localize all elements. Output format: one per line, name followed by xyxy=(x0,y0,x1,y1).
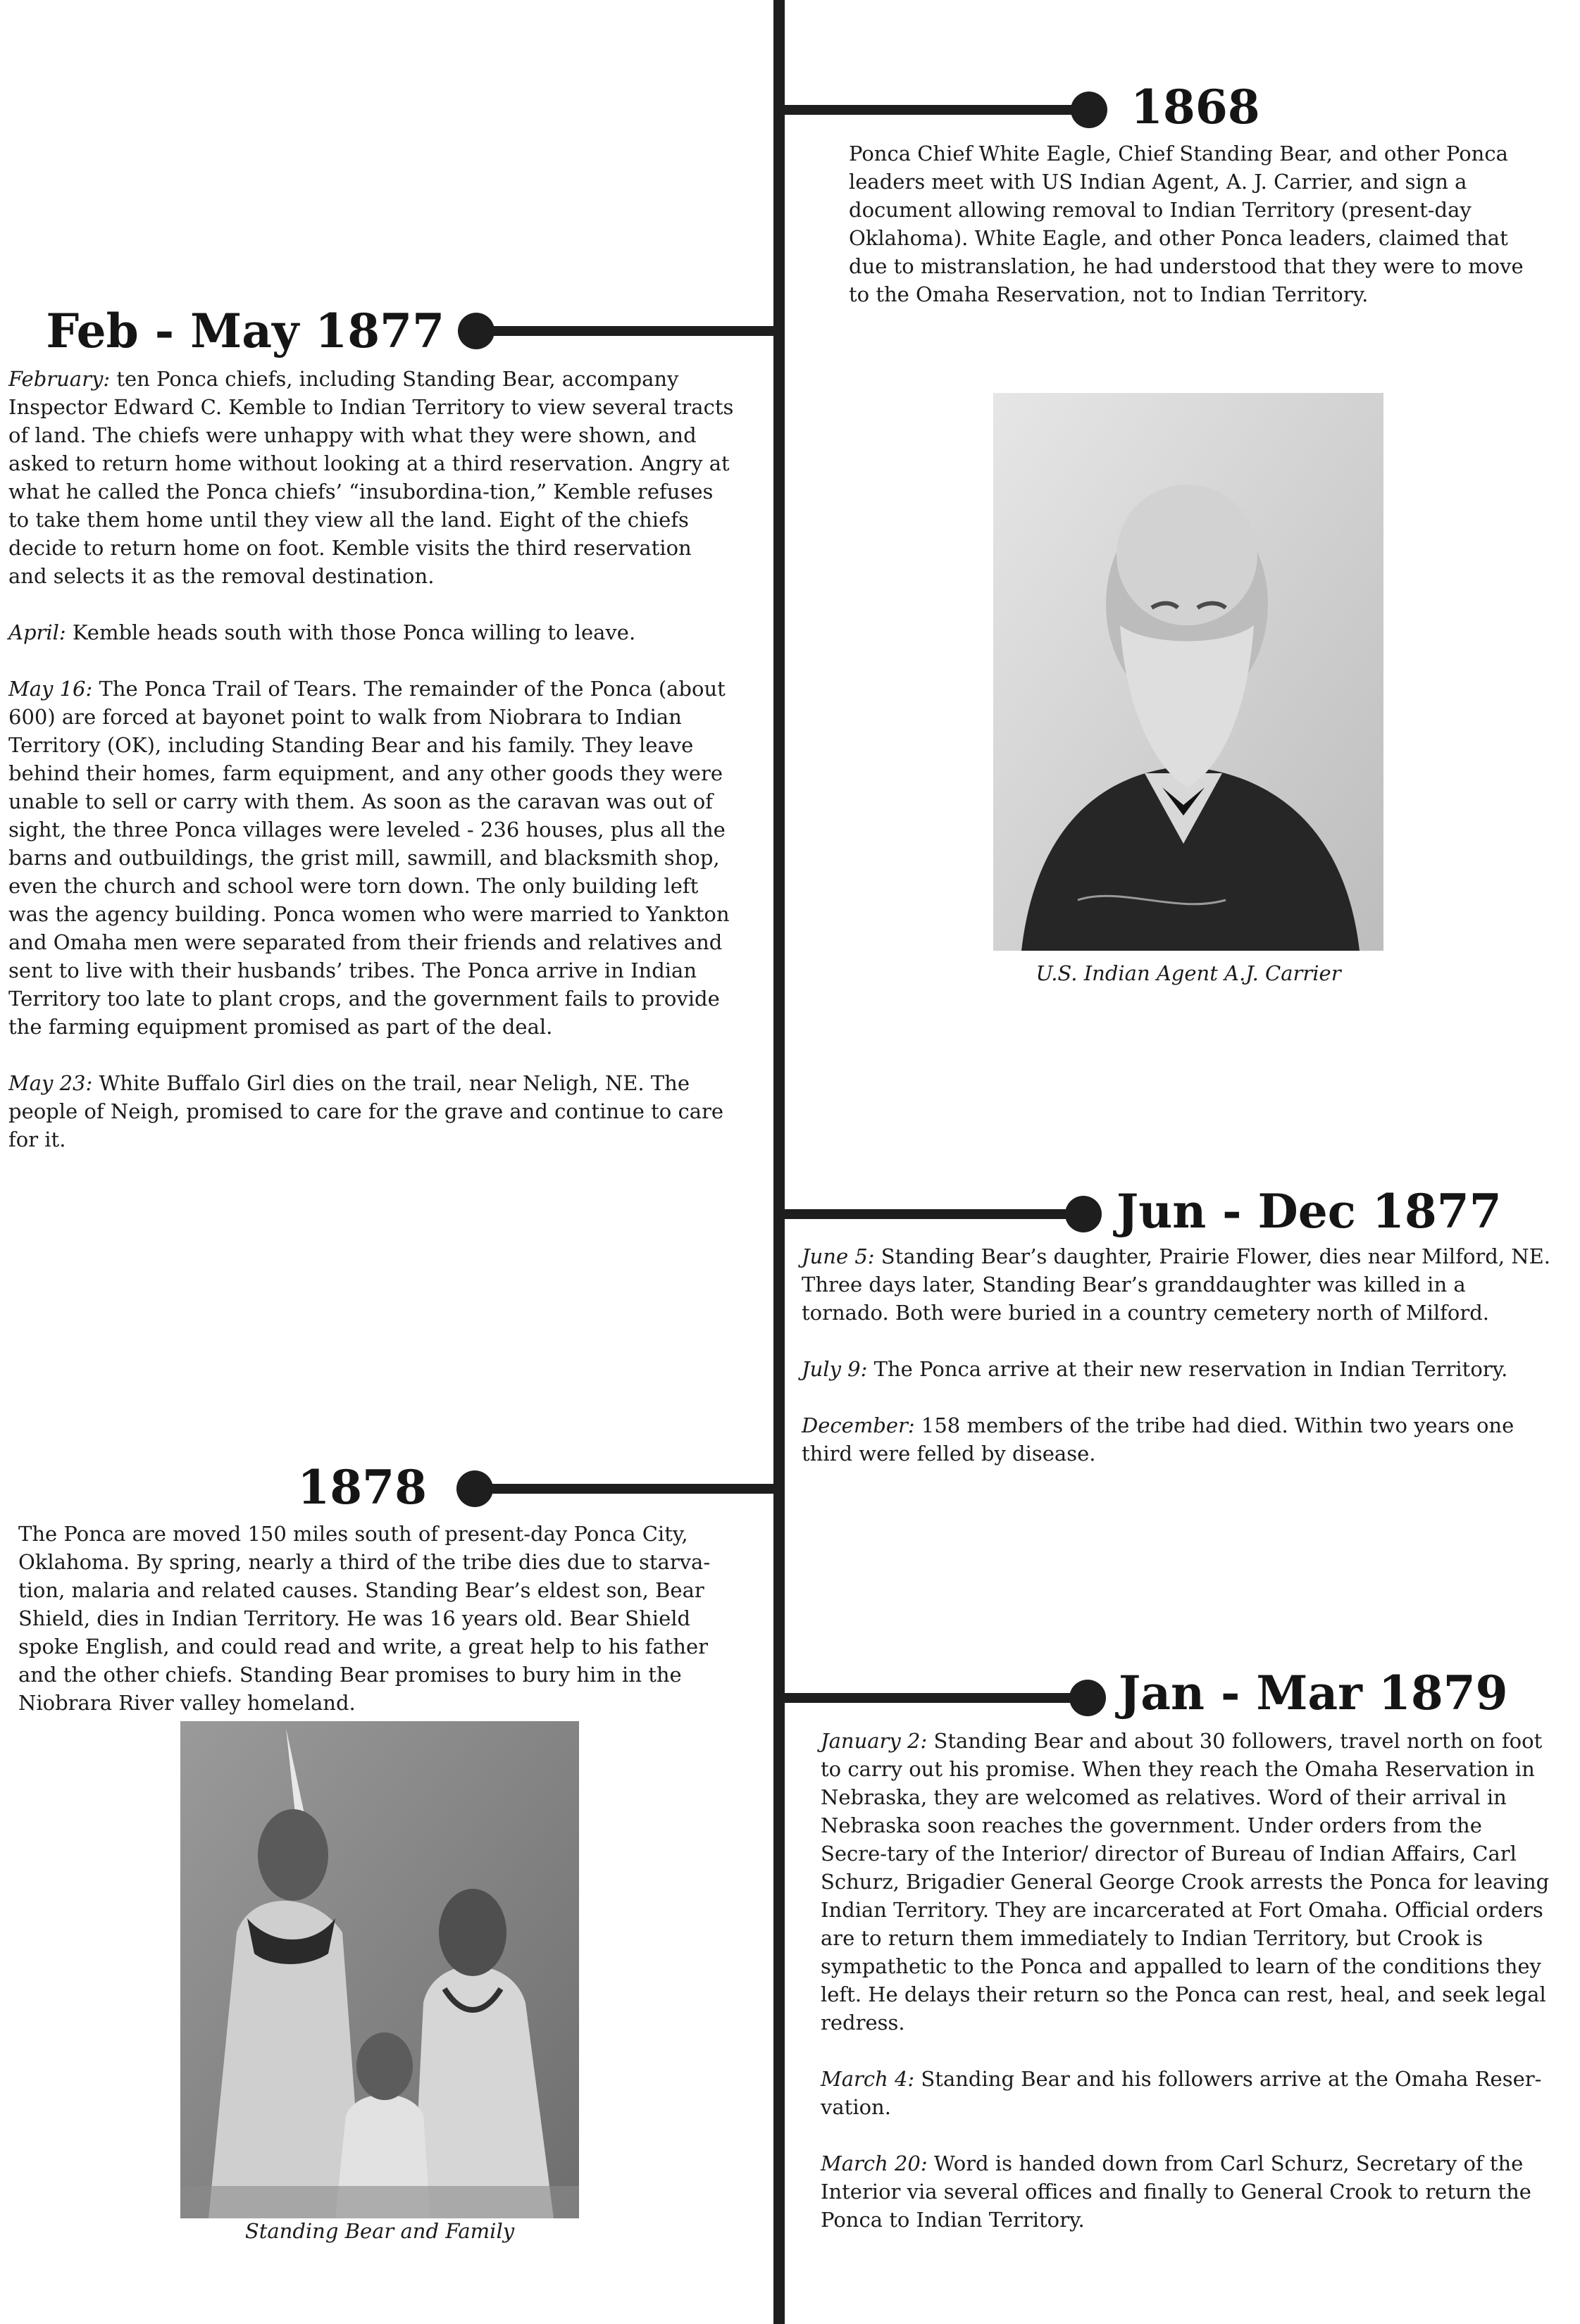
paragraph: July 9: The Ponca arrive at their new reservation in Indian Territory. xyxy=(802,1357,1508,1381)
heading-feb-may-1877: Feb - May 1877 xyxy=(46,304,444,358)
event-text-1868 xyxy=(849,139,1539,308)
photo-standing-bear-family xyxy=(180,1721,579,2218)
connector-jun-dec-1877 xyxy=(783,1209,1079,1219)
photo-carrier-portrait xyxy=(993,393,1383,951)
heading-jan-mar-1879: Jan - Mar 1879 xyxy=(1119,1666,1508,1720)
event-text-jun-dec-1877 xyxy=(802,1242,1555,1468)
heading-jun-dec-1877: Jun - Dec 1877 xyxy=(1116,1184,1502,1239)
paragraph: May 23: White Buffalo Girl dies on the trail, near Neligh, NE. The people of Neigh, promised to care for the grave and continue to care for it. xyxy=(8,1071,724,1151)
paragraph: March 4: Standing Bear and his followers arrive at the Omaha Reser-vation. xyxy=(821,2067,1542,2119)
timeline-spine xyxy=(773,0,785,2324)
connector-feb-may-1877 xyxy=(476,326,775,336)
caption-carrier: U.S. Indian Agent A.J. Carrier xyxy=(1035,961,1341,985)
marker-dot-jun-dec-1877 xyxy=(1065,1196,1102,1232)
paragraph: December: 158 members of the tribe had died. Within two years one third were felled by disease. xyxy=(802,1413,1514,1466)
portrait-illustration xyxy=(993,393,1383,951)
paragraph: May 16: The Ponca Trail of Tears. The remainder of the Ponca (about 600) are forced at bayonet point to walk from Niobrara to Indian Territory (OK), including Standing Bear and his family. They leave behind their homes, farm equipment, and any other goods they were unable to sell or carry with them. As soon as the caravan was out of sight, the three Ponca villages were leveled - 236 houses, plus all the barns and outbuildings, the grist mill, sawmill, and blacksmith shop, even the church and school were torn down. The only building left was the agency building. Ponca women who were married to Yankton and Omaha men were separated from their friends and relatives and sent to live with their husbands’ tribes. The Ponca arrive in Indian Territory too late to plant crops, and the government fails to provide the farming equipment promised as part of the deal. xyxy=(8,677,730,1039)
paragraph: March 20: Word is handed down from Carl Schurz, Secretary of the Interior via several offices and finally to General Crook to return the Ponca to Indian Territory. xyxy=(821,2151,1531,2232)
paragraph: April: Kemble heads south with those Ponca willing to leave. xyxy=(8,620,636,644)
marker-dot-1868 xyxy=(1071,92,1107,128)
event-text-jan-mar-1879 xyxy=(821,1727,1553,2234)
paragraph: The Ponca are moved 150 miles south of present-day Ponca City, Oklahoma. By spring, nearly a third of the tribe dies due to starva-tion, malaria and related causes. Standing Bear’s eldest son, Bear Shield, dies in Indian Territory. He was 16 years old. Bear Shield spoke English, and could read and write, a great help to his father and the other chiefs. Standing Bear promises to bury him in the Niobrara River valley homeland. xyxy=(18,1522,711,1715)
connector-1868 xyxy=(783,105,1093,115)
family-illustration xyxy=(180,1721,579,2218)
connector-jan-mar-1879 xyxy=(783,1693,1092,1703)
marker-dot-jan-mar-1879 xyxy=(1069,1680,1106,1716)
paragraph: January 2: Standing Bear and about 30 followers, travel north on foot to carry out his promise. When they reach the Omaha Reservation in Nebraska, they are welcomed as relatives. Word of their arrival in Nebraska soon reaches the government. Under orders from the Secre-tary of the Interior/ director of Bureau of Indian Affairs, Carl Schurz, Brigadier General George Crook arrests the Ponca for leaving Indian Territory. They are incarcerated at Fort Omaha. Official orders are to return them immediately to Indian Territory, but Crook is sympathetic to the Ponca and appalled to learn of the conditions they left. He delays their return so the Ponca can rest, heal, and seek legal redress. xyxy=(821,1729,1550,2035)
heading-1868: 1868 xyxy=(1131,80,1260,135)
paragraph: February: ten Ponca chiefs, including Standing Bear, accompany Inspector Edward C. Kemble to Indian Territory to view several tracts of land. The chiefs were unhappy with what they were shown, and asked to return home without looking at a third reservation. Angry at what he called the Ponca chiefs’ “insubordina-tion,” Kemble refuses to take them home until they view all the land. Eight of the chiefs decide to return home on foot. Kemble visits the third reservation and selects it as the removal destination. xyxy=(8,367,734,588)
caption-family: Standing Bear and Family xyxy=(244,2219,515,2243)
heading-1878: 1878 xyxy=(297,1460,427,1515)
paragraph: Ponca Chief White Eagle, Chief Standing Bear, and other Ponca leaders meet with US Indian Agent, A. J. Carrier, and sign a document allowing removal to Indian Territory (present-day Oklahoma). White Eagle, and other Ponca leaders, claimed that due to mistranslation, he had understood that they were to move to the Omaha Reservation, not to Indian Territory. xyxy=(849,142,1524,306)
event-text-feb-may-1877 xyxy=(8,365,734,1154)
connector-1878 xyxy=(475,1484,775,1494)
event-text-1878 xyxy=(18,1520,744,1717)
paragraph: June 5: Standing Bear’s daughter, Prairie Flower, dies near Milford, NE. Three days later, Standing Bear’s granddaughter was killed in a tornado. Both were buried in a country cemetery north of Milford. xyxy=(802,1244,1551,1325)
